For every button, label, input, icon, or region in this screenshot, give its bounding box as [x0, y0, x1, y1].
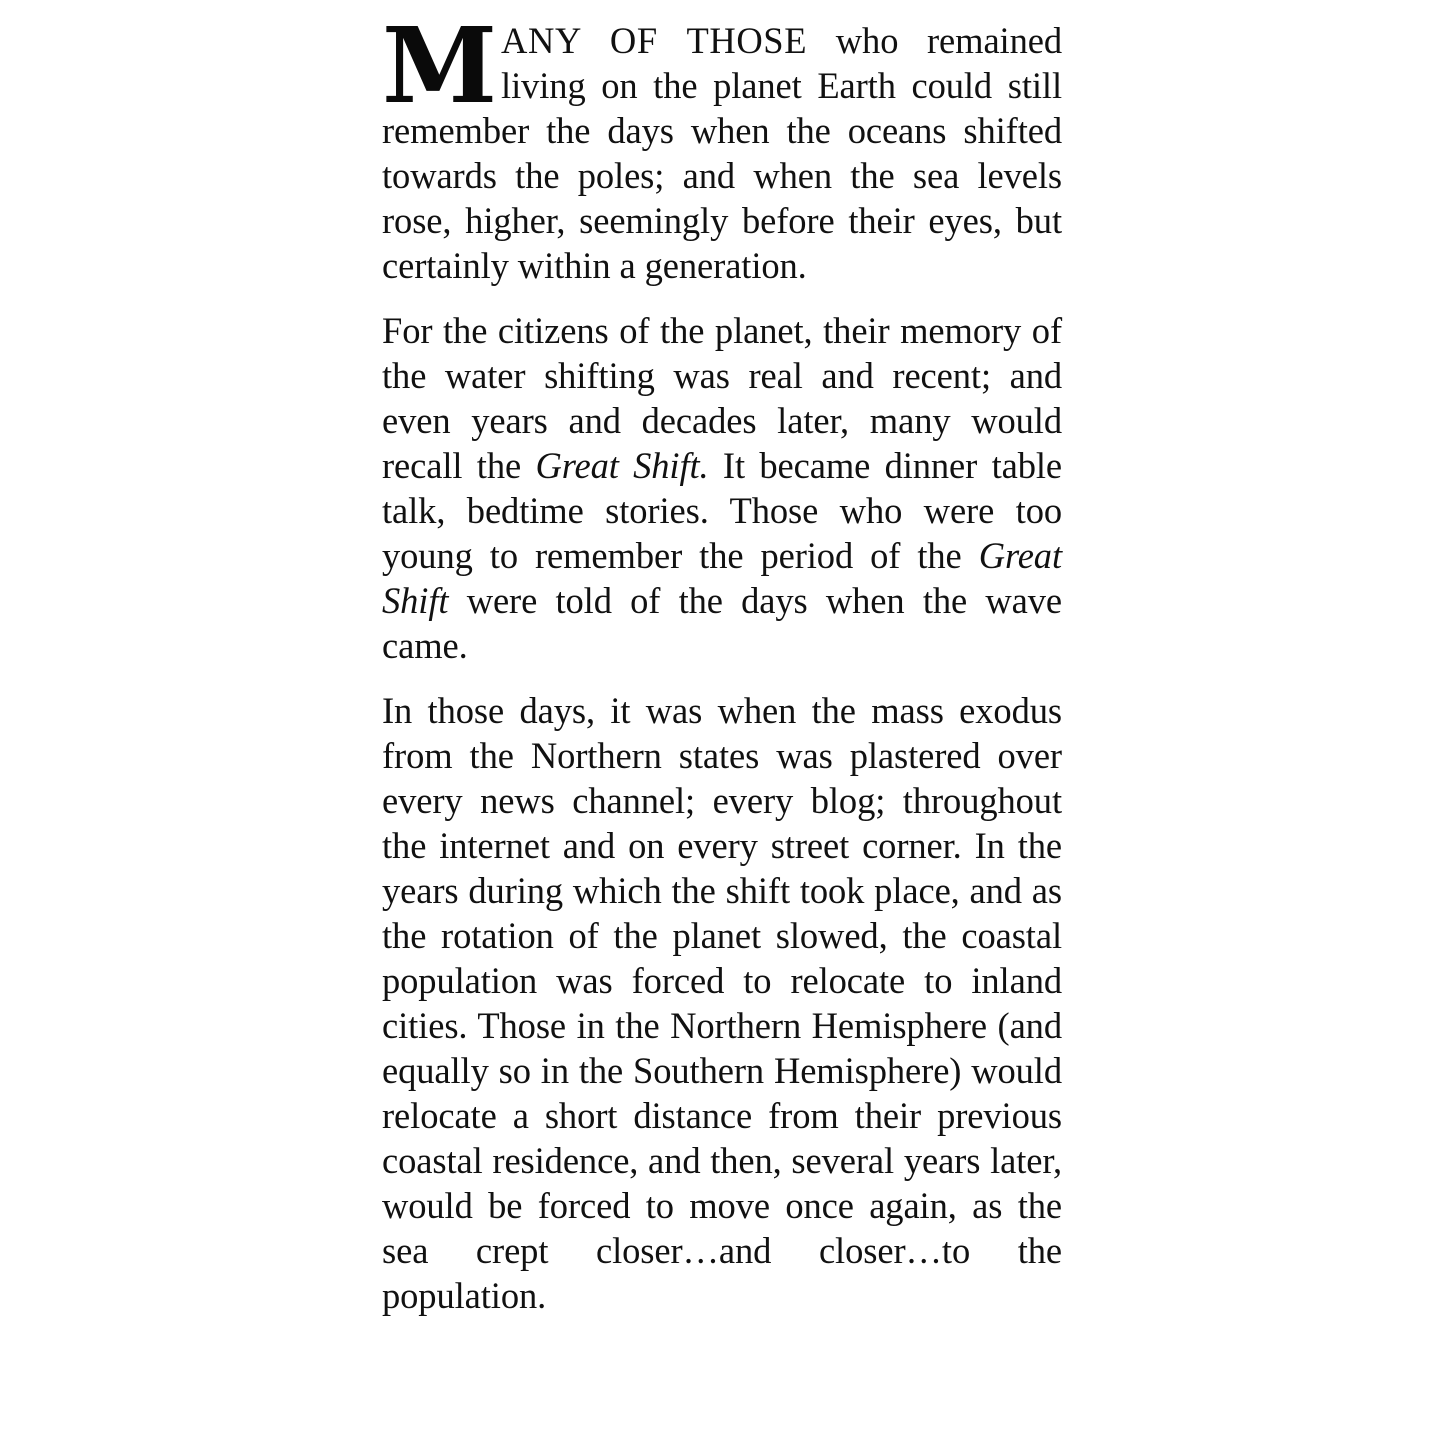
- italic-term-great-shift-1: Great Shift.: [535, 445, 709, 486]
- small-caps-lead-in: ANY OF THOSE: [501, 20, 808, 61]
- paragraph-1: [382, 4, 1062, 288]
- paragraph-2-segment-2: It became dinner table talk, bedtime stories. Those who were too young to remember the period of the: [382, 445, 1063, 576]
- paragraph-2: [382, 308, 1062, 668]
- paragraph-2-segment-3: were told of the days when the wave came.: [382, 580, 1062, 666]
- paragraph-3-text: In those days, it was when the mass exodus from the Northern states was plastered over every news channel; every blog; throughout the internet and on every street corner. In the years during which the shift took place, and as the rotation of the planet slowed, the coastal population was forced to relocate to inland cities. Those in the Northern Hemisphere (and equally so in the Southern Hemisphere) would relocate a short distance from their previous coastal residence, and then, several years later, would be forced to move once again, as the sea crept closer…and closer…to the population.: [382, 690, 1062, 1316]
- drop-cap-letter: M: [382, 4, 498, 127]
- italic-term-great-shift-2: Great Shift: [382, 535, 1062, 621]
- body-text-column: [382, 4, 1063, 1318]
- paragraph-2-segment-1: For the citizens of the planet, their memory of the water shifting was real and recent; and even years and decades later, many would recall the: [382, 310, 1062, 486]
- paragraph-1-text: who remained living on the planet Earth could still remember the days when the oceans shifted towards the poles; and when the sea levels rose, higher, seemingly before their eyes, but certainly within a generation.: [382, 20, 1062, 286]
- paragraph-3: [382, 688, 1062, 1318]
